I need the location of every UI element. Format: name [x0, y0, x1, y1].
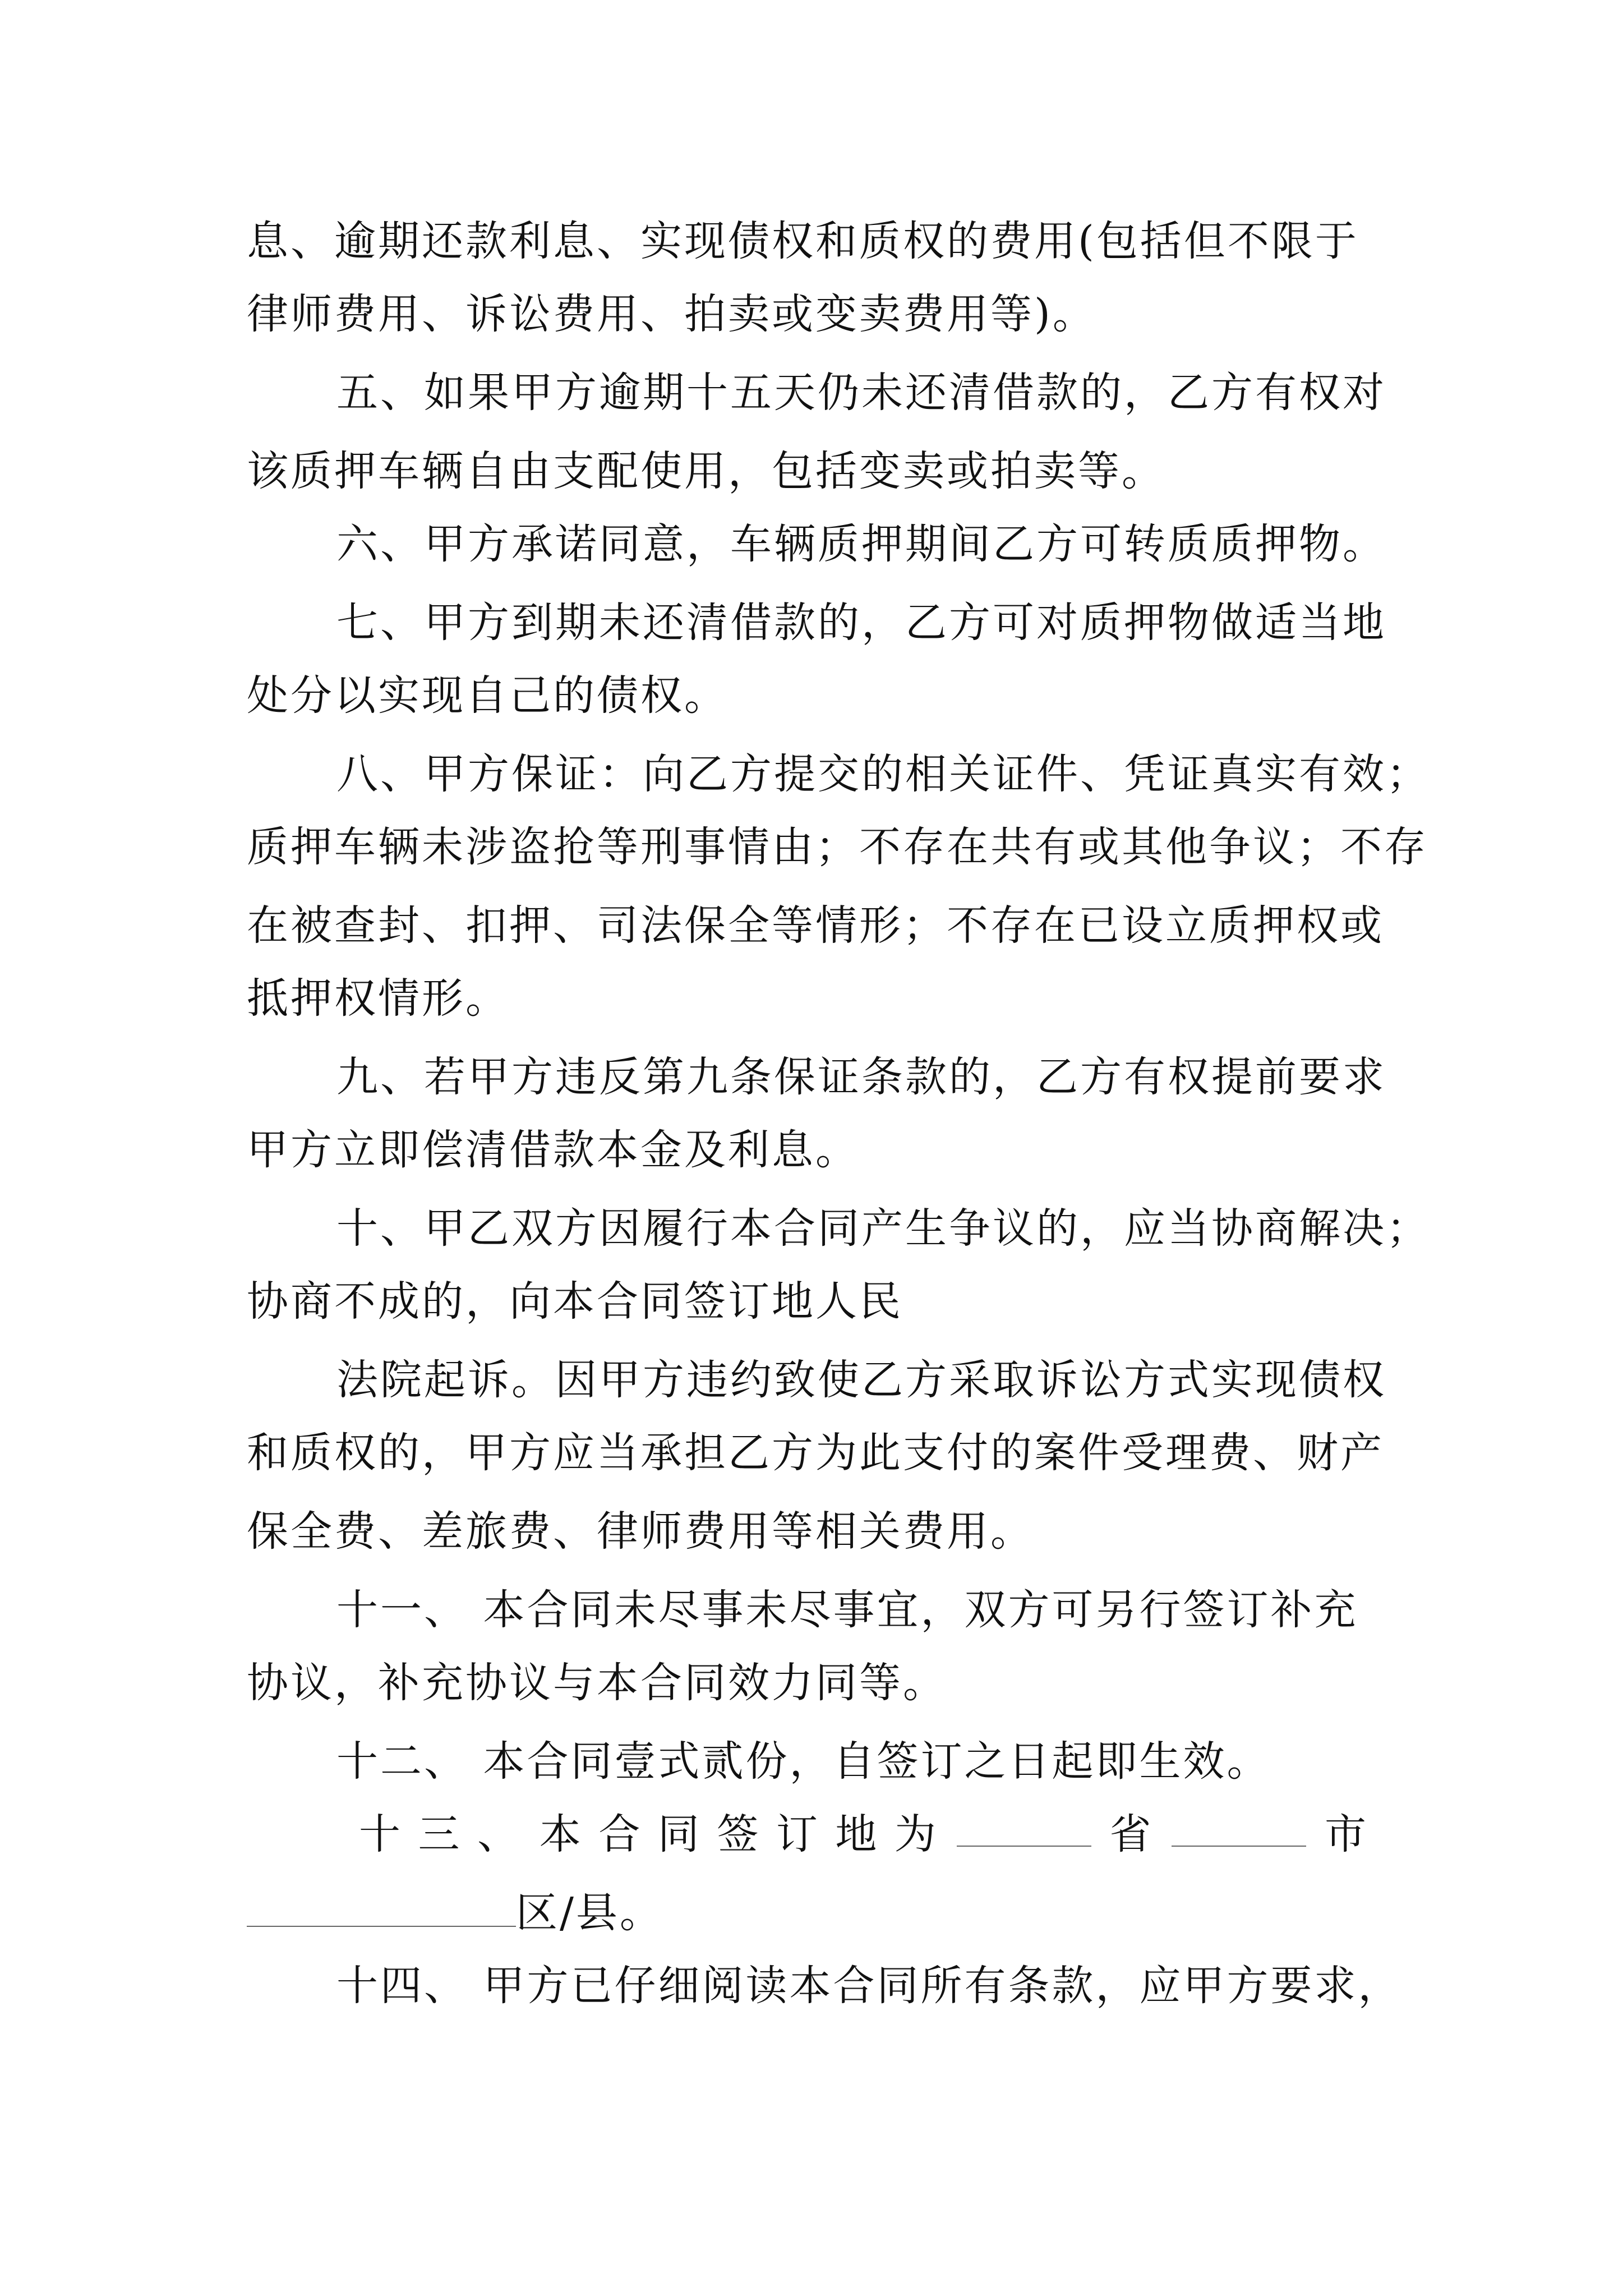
city-blank: [1172, 1806, 1306, 1847]
text-line: 律师费用、诉讼费用、拍卖或变卖费用等)。: [247, 290, 1096, 338]
clause-14-line: 十四、 甲方已仔细阅读本合同所有条款，应甲方要求，: [336, 1962, 1402, 2010]
clause-13-line: [359, 1806, 1368, 1862]
text-line: 质押车辆未涉盗抢等刑事情由；不存在共有或其他争议；不存: [247, 823, 1428, 871]
clause-12-line: 十二、 本合同壹式贰份，自签订之日起即生效。: [336, 1737, 1271, 1786]
text-line: 该质押车辆自由支配使用，包括变卖或拍卖等。: [247, 447, 1165, 495]
clause-13-label: 十 三 、: [359, 1810, 522, 1858]
text-line: 和质权的，甲方应当承担乙方为此支付的案件受理费、财产: [247, 1429, 1384, 1477]
clause-6-line: 六、甲方承诺同意，车辆质押期间乙方可转质质押物。: [336, 520, 1386, 568]
text-line: 保全费、差旅费、律师费用等相关费用。: [247, 1507, 1034, 1556]
clause-5-line: 五、如果甲方逾期十五天仍未还清借款的，乙方有权对: [336, 369, 1386, 417]
clause-11-line: 十一、 本合同未尽事未尽事宜，双方可另行签订补充: [336, 1586, 1358, 1634]
clause-10-line: 十、甲乙双方因履行本合同产生争议的，应当协商解决；: [336, 1204, 1430, 1253]
clause-9-line: 九、若甲方违反第九条保证条款的，乙方有权提前要求: [336, 1053, 1386, 1101]
district-label: 区/县。: [516, 1889, 663, 1937]
clause-13-continued: [247, 1885, 1380, 1941]
clause-13-text: 本 合 同 签 订 地 为: [539, 1810, 938, 1858]
text-line: 息、逾期还款利息、实现债权和质权的费用(包括但不限于: [247, 217, 1359, 265]
province-blank: [957, 1806, 1091, 1847]
clause-7-line: 七、甲方到期未还清借款的，乙方可对质押物做适当地: [336, 599, 1386, 647]
text-line: 抵押权情形。: [247, 974, 509, 1023]
province-label: 省: [1109, 1810, 1154, 1858]
text-line: 在被查封、扣押、司法保全等情形；不存在已设立质押权或: [247, 901, 1384, 950]
text-line: 处分以实现自己的债权。: [247, 671, 728, 720]
text-line: 协商不成的，向本合同签订地人民: [247, 1277, 903, 1326]
city-label: 市: [1324, 1810, 1368, 1858]
text-line: 法院起诉。因甲方违约致使乙方采取诉讼方式实现债权: [336, 1356, 1386, 1404]
text-line: 甲方立即偿清借款本金及利息。: [247, 1126, 859, 1174]
clause-8-line: 八、甲方保证：向乙方提交的相关证件、凭证真实有效；: [336, 750, 1430, 798]
text-line: 协议，补充协议与本合同效力同等。: [247, 1659, 947, 1707]
district-blank: [247, 1887, 516, 1927]
